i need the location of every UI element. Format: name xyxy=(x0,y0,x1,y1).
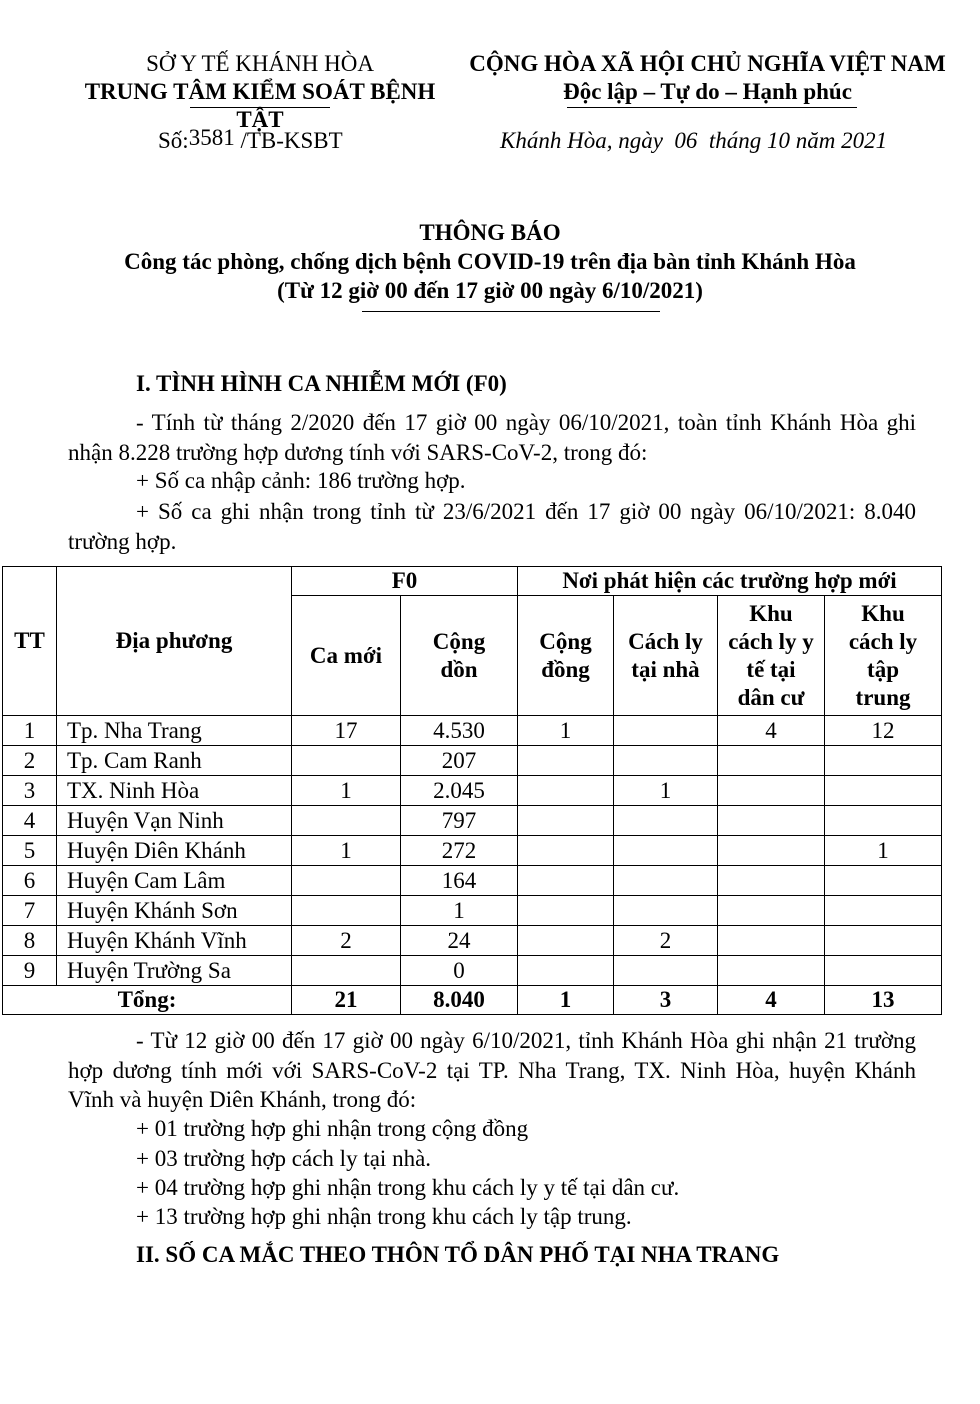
table-header-row-1 xyxy=(3,567,942,596)
row-cumulative: 272 xyxy=(401,836,518,866)
total-community: 1 xyxy=(518,986,614,1015)
row-community xyxy=(518,866,614,896)
row-locality: Huyện Cam Lâm xyxy=(57,866,292,896)
total-home: 3 xyxy=(614,986,718,1015)
agency-name: TRUNG TÂM KIỂM SOÁT BỆNH TẬT xyxy=(84,79,436,132)
row-tt: 2 xyxy=(3,746,57,776)
agency-parent: SỞ Y TẾ KHÁNH HÒA xyxy=(146,51,374,76)
row-locality: Tp. Cam Ranh xyxy=(57,746,292,776)
row-residential xyxy=(718,836,825,866)
table-row xyxy=(3,776,942,806)
row-cumulative: 24 xyxy=(401,926,518,956)
row-central: 12 xyxy=(825,716,942,746)
row-tt: 4 xyxy=(3,806,57,836)
row-home xyxy=(614,866,718,896)
total-residential: 4 xyxy=(718,986,825,1015)
table-row xyxy=(3,926,942,956)
total-label: Tổng: xyxy=(3,986,292,1015)
row-central xyxy=(825,956,942,986)
table-row xyxy=(3,716,942,746)
section-1-summary: - Từ 12 giờ 00 đến 17 giờ 00 ngày 6/10/2021, tỉnh Khánh Hòa ghi nhận 21 trường hợp dương tính mới với SARS-CoV-2 tại TP. Nha Trang, TX. Ninh Hòa, huyện Khánh Vĩnh và huyện Diên Khánh, trong đó: xyxy=(68,1028,916,1112)
country-name: CỘNG HÒA XÃ HỘI CHỦ NGHĨA VIỆT NAM xyxy=(469,51,946,76)
title-block xyxy=(20,218,960,305)
row-new-cases xyxy=(292,896,401,926)
table-row xyxy=(3,866,942,896)
header-community: Cộng đồng xyxy=(518,596,614,716)
agency-underline xyxy=(190,107,330,108)
row-home xyxy=(614,836,718,866)
table-row xyxy=(3,956,942,986)
row-home xyxy=(614,746,718,776)
row-locality: Huyện Trường Sa xyxy=(57,956,292,986)
summary-bullet: + 03 trường hợp cách ly tại nhà. xyxy=(136,1146,432,1171)
notice-title: THÔNG BÁO xyxy=(419,220,561,245)
header-cumulative: Cộng dồn xyxy=(401,596,518,716)
row-central xyxy=(825,896,942,926)
row-cumulative: 207 xyxy=(401,746,518,776)
row-cumulative: 797 xyxy=(401,806,518,836)
row-residential xyxy=(718,896,825,926)
row-community xyxy=(518,896,614,926)
doc-number-prefix: Số: xyxy=(158,128,189,153)
row-new-cases xyxy=(292,866,401,896)
row-central xyxy=(825,746,942,776)
header-locality: Địa phương xyxy=(57,567,292,716)
row-tt: 6 xyxy=(3,866,57,896)
doc-number xyxy=(158,125,343,154)
row-home xyxy=(614,806,718,836)
title-underline xyxy=(362,311,660,312)
row-new-cases: 1 xyxy=(292,836,401,866)
notice-subtitle: Công tác phòng, chống dịch bệnh COVID-19 trên địa bàn tỉnh Khánh Hòa xyxy=(124,249,856,274)
total-central: 13 xyxy=(825,986,942,1015)
total-cumulative: 8.040 xyxy=(401,986,518,1015)
row-residential xyxy=(718,776,825,806)
motto: Độc lập – Tự do – Hạnh phúc xyxy=(563,79,852,104)
row-residential xyxy=(718,926,825,956)
national-motto-block xyxy=(465,50,950,106)
row-central: 1 xyxy=(825,836,942,866)
cases-table xyxy=(2,566,942,1015)
section-2-heading: II. SỐ CA MẮC THEO THÔN TỔ DÂN PHỐ TẠI NHA TRANG xyxy=(136,1242,780,1267)
row-central xyxy=(825,776,942,806)
row-new-cases xyxy=(292,806,401,836)
row-residential: 4 xyxy=(718,716,825,746)
row-new-cases: 17 xyxy=(292,716,401,746)
table-row xyxy=(3,806,942,836)
header-residential-isolation: Khu cách ly y tế tại dân cư xyxy=(718,596,825,716)
section-1-bullet-import: + Số ca nhập cảnh: 186 trường hợp. xyxy=(136,468,466,493)
place-date: Khánh Hòa, ngày 06 tháng 10 năm 2021 xyxy=(500,128,888,153)
row-new-cases: 2 xyxy=(292,926,401,956)
section-1-heading: I. TÌNH HÌNH CA NHIỄM MỚI (F0) xyxy=(136,371,507,396)
row-new-cases xyxy=(292,956,401,986)
summary-bullet: + 04 trường hợp ghi nhận trong khu cách ly y tế tại dân cư. xyxy=(136,1175,680,1200)
row-tt: 3 xyxy=(3,776,57,806)
header-tt: TT xyxy=(3,567,57,716)
row-tt: 1 xyxy=(3,716,57,746)
row-central xyxy=(825,926,942,956)
header-central-isolation: Khu cách ly tập trung xyxy=(825,596,942,716)
row-tt: 7 xyxy=(3,896,57,926)
row-locality: Tp. Nha Trang xyxy=(57,716,292,746)
row-residential xyxy=(718,746,825,776)
agency-block xyxy=(60,50,460,134)
section-1-bullet-local: + Số ca ghi nhận trong tỉnh từ 23/6/2021 đến 17 giờ 00 ngày 06/10/2021: 8.040 trường hợp. xyxy=(68,499,916,554)
header-new-places: Nơi phát hiện các trường hợp mới xyxy=(518,567,942,596)
row-tt: 9 xyxy=(3,956,57,986)
row-new-cases: 1 xyxy=(292,776,401,806)
table-row xyxy=(3,896,942,926)
row-tt: 8 xyxy=(3,926,57,956)
row-residential xyxy=(718,956,825,986)
row-cumulative: 2.045 xyxy=(401,776,518,806)
row-community xyxy=(518,926,614,956)
row-home: 2 xyxy=(614,926,718,956)
row-residential xyxy=(718,866,825,896)
row-community xyxy=(518,776,614,806)
row-home xyxy=(614,896,718,926)
row-new-cases xyxy=(292,746,401,776)
table-row xyxy=(3,746,942,776)
row-locality: Huyện Khánh Vĩnh xyxy=(57,926,292,956)
motto-underline xyxy=(567,107,857,108)
row-tt: 5 xyxy=(3,836,57,866)
header-home-isolation: Cách ly tại nhà xyxy=(614,596,718,716)
row-community xyxy=(518,746,614,776)
row-community xyxy=(518,956,614,986)
row-residential xyxy=(718,806,825,836)
table-row xyxy=(3,836,942,866)
notice-period: (Từ 12 giờ 00 đến 17 giờ 00 ngày 6/10/2021) xyxy=(277,278,703,303)
table-total-row xyxy=(3,986,942,1015)
row-cumulative: 4.530 xyxy=(401,716,518,746)
total-new: 21 xyxy=(292,986,401,1015)
header-new-cases: Ca mới xyxy=(292,596,401,716)
section-1-intro: - Tính từ tháng 2/2020 đến 17 giờ 00 ngày 06/10/2021, toàn tỉnh Khánh Hòa ghi nhận 8.228 trường hợp dương tính với SARS-CoV-2, trong đó: xyxy=(68,410,916,465)
row-community xyxy=(518,806,614,836)
row-cumulative: 1 xyxy=(401,896,518,926)
row-locality: TX. Ninh Hòa xyxy=(57,776,292,806)
header-f0: F0 xyxy=(292,567,518,596)
row-home: 1 xyxy=(614,776,718,806)
row-community: 1 xyxy=(518,716,614,746)
summary-bullet: + 01 trường hợp ghi nhận trong cộng đồng xyxy=(136,1116,529,1141)
row-central xyxy=(825,806,942,836)
summary-bullet: + 13 trường hợp ghi nhận trong khu cách ly tập trung. xyxy=(136,1204,632,1229)
row-cumulative: 164 xyxy=(401,866,518,896)
row-locality: Huyện Diên Khánh xyxy=(57,836,292,866)
row-central xyxy=(825,866,942,896)
row-home xyxy=(614,716,718,746)
row-cumulative: 0 xyxy=(401,956,518,986)
row-locality: Huyện Vạn Ninh xyxy=(57,806,292,836)
row-community xyxy=(518,836,614,866)
doc-number-value: 3581 xyxy=(188,125,235,150)
row-home xyxy=(614,956,718,986)
row-locality: Huyện Khánh Sơn xyxy=(57,896,292,926)
doc-number-suffix: /TB-KSBT xyxy=(240,128,343,153)
